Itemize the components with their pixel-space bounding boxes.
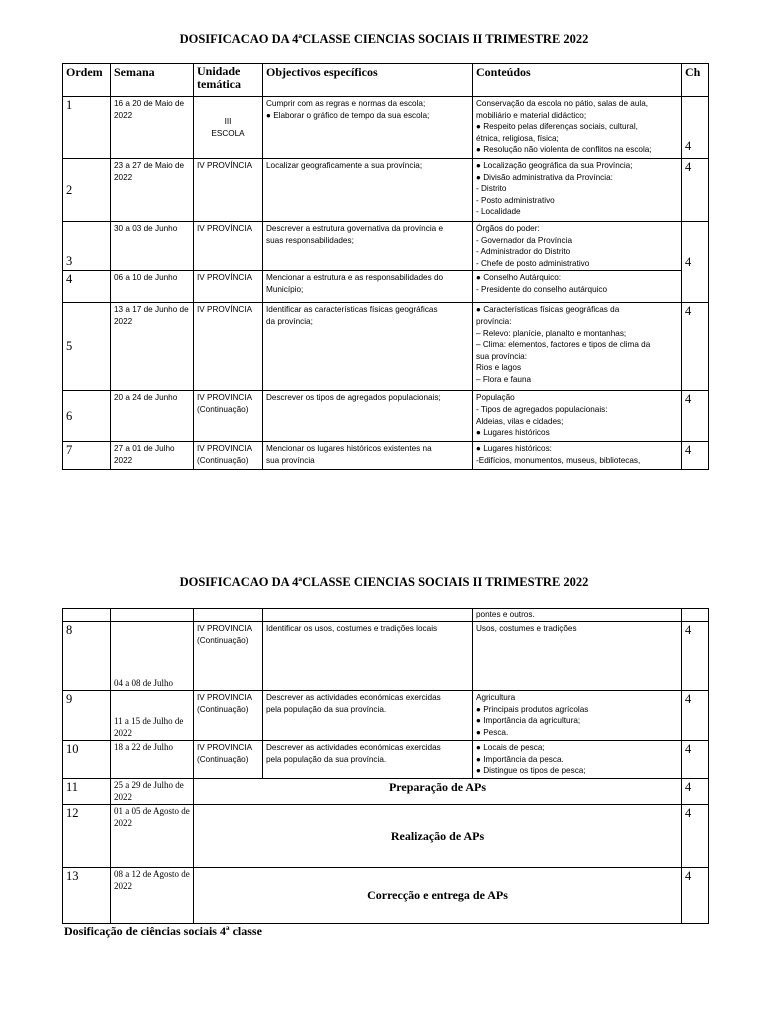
semana-cell: 13 a 17 de Junho de 2022 <box>111 303 194 391</box>
conteudo-line: - Chefe de posto administrativo <box>476 258 590 268</box>
header-ch: Ch <box>682 64 709 97</box>
objectivos-cell: Identificar os usos, costumes e tradições locais <box>263 622 473 691</box>
semana-cell: 11 a 15 de Julho de 2022 <box>111 691 194 741</box>
objectivos-cell <box>263 303 473 391</box>
empty-cell <box>111 609 194 622</box>
conteudo-line: província: <box>476 316 512 326</box>
conteudo-line: - Presidente do conselho autárquico <box>476 284 608 294</box>
header-unidade: Unidade temática <box>194 64 263 97</box>
ordem-cell: 4 <box>63 271 111 303</box>
unidade-cell <box>194 391 263 442</box>
unidade-line: ESCOLA <box>211 128 245 138</box>
conteudos-cell <box>473 159 682 222</box>
conteudo-line: - Tipos de agregados populacionais: <box>476 404 608 414</box>
semana-cell: 18 a 22 de Julho <box>111 741 194 779</box>
conteudo-line: - Governador da Província <box>476 235 573 245</box>
table-row <box>63 609 709 622</box>
semana-cell: 04 a 08 de Julho <box>111 622 194 691</box>
schedule-table-2 <box>62 608 709 924</box>
conteudos-cell <box>473 303 682 391</box>
conteudos-cell: pontes e outros. <box>473 609 682 622</box>
objectivo-line: pela população da sua província. <box>266 754 387 764</box>
unidade-line: III <box>224 116 232 126</box>
conteudo-line: – Flora e fauna <box>476 374 532 384</box>
table-row <box>63 159 709 222</box>
table-header-row <box>63 64 709 97</box>
ordem-cell: 6 <box>63 391 111 442</box>
unidade-line: IV PROVINCIA <box>197 693 253 702</box>
table-row <box>63 442 709 470</box>
table-row <box>63 805 709 868</box>
ch-cell: 4 <box>682 391 709 442</box>
unidade-cell: IV PROVÍNCIA <box>194 271 263 303</box>
table-row <box>63 97 709 159</box>
objectivo-line: ● Elaborar o gráfico de tempo da sua escola; <box>266 110 430 120</box>
ch-cell: 4 <box>682 97 709 159</box>
ordem-cell: 5 <box>63 303 111 391</box>
ch-cell: 4 <box>682 222 709 303</box>
conteudo-line: ● Lugares históricos: <box>476 444 552 454</box>
header-ordem: Ordem <box>63 64 111 97</box>
ch-cell: 4 <box>682 868 709 924</box>
table-row <box>63 779 709 805</box>
conteudo-line: – Clima: elementos, factores e tipos de clima da <box>476 340 651 350</box>
page-title-2: DOSIFICACAO DA 4ªCLASSE CIENCIAS SOCIAIS II TRIMESTRE 2022 <box>179 575 589 589</box>
unidade-cell: IV PROVÍNCIA <box>194 303 263 391</box>
ch-cell: 4 <box>682 691 709 741</box>
conteudo-line: Agricultura <box>476 693 516 702</box>
objectivo-line: Descrever a estrutura governativa da província e <box>266 224 444 233</box>
conteudo-line: ● Conselho Autárquico: <box>476 273 562 283</box>
objectivos-cell <box>263 271 473 303</box>
objectivo-line: da província; <box>266 316 313 326</box>
semana-cell: 06 a 10 de Junho <box>111 271 194 303</box>
conteudo-line: ● Respeito pelas diferenças sociais, cultural, <box>476 122 638 132</box>
semana-cell: 08 a 12 de Agosto de 2022 <box>111 868 194 924</box>
empty-cell <box>194 609 263 622</box>
conteudo-line: ● Distingue os tipos de pesca; <box>476 766 586 776</box>
ordem-cell: 11 <box>63 779 111 805</box>
semana-cell: 30 a 03 de Junho <box>111 222 194 271</box>
objectivo-line: suas responsabilidades; <box>266 235 354 245</box>
unidade-line: IV PROVINCIA <box>197 624 253 633</box>
unidade-line: (Continuação) <box>197 404 249 414</box>
unidade-line: (Continuação) <box>197 455 249 465</box>
conteudo-line: étnica, religiosa, física; <box>476 133 559 143</box>
objectivo-line: Descrever as actividades económicas exercidas <box>266 693 441 702</box>
conteudos-cell <box>473 391 682 442</box>
ordem-cell: 10 <box>63 741 111 779</box>
table-row <box>63 222 709 271</box>
conteudos-cell <box>473 97 682 159</box>
conteudo-line: - Administrador do Distrito <box>476 247 571 257</box>
ordem-cell: 7 <box>63 442 111 470</box>
objectivo-line: Município; <box>266 284 304 294</box>
conteudo-line: ● Divisão administrativa da Província: <box>476 172 613 182</box>
unidade-cell: IV PROVÍNCIA <box>194 222 263 271</box>
ch-cell: 4 <box>682 442 709 470</box>
objectivo-line: Identificar as características físicas geográficas <box>266 305 438 315</box>
semana-cell: 25 a 29 de Julho de 2022 <box>111 779 194 805</box>
unidade-line: (Continuação) <box>197 754 249 764</box>
ch-cell: 4 <box>682 805 709 868</box>
ordem-cell: 2 <box>63 159 111 222</box>
conteudo-line: – Relevo: planície, planalto e montanhas; <box>476 328 627 338</box>
table-row <box>63 741 709 779</box>
objectivos-cell <box>263 222 473 271</box>
unidade-cell <box>194 622 263 691</box>
objectivos-cell <box>263 691 473 741</box>
header-semana: Semana <box>111 64 194 97</box>
schedule-table-1 <box>62 63 709 470</box>
unidade-cell <box>194 741 263 779</box>
conteudo-line: ● Importância da pesca. <box>476 754 564 764</box>
conteudo-line: Rios e lagos <box>476 363 522 373</box>
table-row <box>63 391 709 442</box>
page-title-1: DOSIFICACAO DA 4ªCLASSE CIENCIAS SOCIAIS II TRIMESTRE 2022 <box>179 32 589 46</box>
unidade-cell <box>194 691 263 741</box>
semana-cell: 01 a 05 de Agosto de 2022 <box>111 805 194 868</box>
conteudo-line: ● Localização geográfica da sua Província; <box>476 161 633 170</box>
conteudos-cell <box>473 271 682 303</box>
ch-cell: 4 <box>682 622 709 691</box>
merged-activity-cell: Correcção e entrega de APs <box>194 868 682 924</box>
unidade-line: IV PROVINCIA <box>197 743 253 752</box>
ordem-cell: 12 <box>63 805 111 868</box>
ordem-cell: 1 <box>63 97 111 159</box>
objectivos-cell: Descrever os tipos de agregados populacionais; <box>263 391 473 442</box>
ordem-cell: 3 <box>63 222 111 271</box>
ordem-cell: 8 <box>63 622 111 691</box>
conteudo-line: Aldeias, vilas e cidades; <box>476 416 564 426</box>
semana-cell: 16 a 20 de Maio de 2022 <box>111 97 194 159</box>
conteudos-cell <box>473 222 682 271</box>
conteudos-cell <box>473 442 682 470</box>
ch-cell: 4 <box>682 741 709 779</box>
objectivo-line: Mencionar os lugares históricos existentes na <box>266 444 432 454</box>
conteudos-cell <box>473 741 682 779</box>
conteudo-line: ● Características físicas geográficas da <box>476 305 620 315</box>
table-row <box>63 303 709 391</box>
conteudo-line: ● Locais de pesca; <box>476 743 545 752</box>
conteudo-line: ● Importância da agricultura; <box>476 716 581 726</box>
objectivos-cell <box>263 97 473 159</box>
conteudo-line: Órgãos do poder: <box>476 224 540 233</box>
ch-cell: 4 <box>682 303 709 391</box>
conteudo-line: ● Lugares históricos <box>476 428 550 438</box>
conteudo-line: ● Resolução não violenta de conflitos na escola; <box>476 145 652 155</box>
merged-activity-cell: Realização de APs <box>194 805 682 868</box>
conteudos-cell: Usos, costumes e tradições <box>473 622 682 691</box>
table-row <box>63 622 709 691</box>
table-row <box>63 271 709 303</box>
unidade-line: (Continuação) <box>197 704 249 714</box>
conteudo-line: -Edifícios, monumentos, museus, bibliotecas, <box>476 455 641 465</box>
unidade-line: IV PROVINCIA <box>197 444 253 454</box>
empty-cell <box>63 609 111 622</box>
objectivo-line: Cumprir com as regras e normas da escola; <box>266 99 426 108</box>
merged-activity-cell: Preparação de APs <box>194 779 682 805</box>
conteudo-line: - Localidade <box>476 207 521 217</box>
empty-cell <box>682 609 709 622</box>
footer-caption: Dosificação de ciências sociais 4ª classe <box>64 924 262 938</box>
header-conteudos: Conteúdos <box>473 64 682 97</box>
objectivo-line: pela população da sua província. <box>266 704 387 714</box>
objectivos-cell <box>263 442 473 470</box>
unidade-line: (Continuação) <box>197 635 249 645</box>
conteudo-line: mobiliário e material didáctico; <box>476 110 587 120</box>
objectivos-cell: Localizar geograficamente a sua província; <box>263 159 473 222</box>
conteudo-line: Conservação da escola no pátio, salas de aula, <box>476 99 649 108</box>
ch-cell: 4 <box>682 159 709 222</box>
header-objectivos: Objectivos específicos <box>263 64 473 97</box>
semana-cell: 23 a 27 de Maio de 2022 <box>111 159 194 222</box>
conteudo-line: População <box>476 393 515 403</box>
semana-cell: 27 a 01 de Julho 2022 <box>111 442 194 470</box>
conteudo-line: sua província: <box>476 351 527 361</box>
empty-cell <box>263 609 473 622</box>
objectivo-line: sua província <box>266 455 315 465</box>
objectivo-line: Descrever as actividades económicas exercidas <box>266 743 441 752</box>
ordem-cell: 9 <box>63 691 111 741</box>
conteudo-line: ● Principais produtos agrícolas <box>476 704 589 714</box>
ch-cell: 4 <box>682 779 709 805</box>
unidade-line: IV PROVINCIA <box>197 393 253 403</box>
conteudo-line: - Posto administrativo <box>476 195 555 205</box>
table-row <box>63 868 709 924</box>
unidade-cell: IV PROVÍNCIA <box>194 159 263 222</box>
unidade-cell <box>194 442 263 470</box>
objectivo-line: Mencionar a estrutura e as responsabilidades do <box>266 273 444 283</box>
unidade-cell <box>194 97 263 159</box>
objectivos-cell <box>263 741 473 779</box>
table-row <box>63 691 709 741</box>
conteudo-line: ● Pesca. <box>476 727 509 737</box>
ordem-cell: 13 <box>63 868 111 924</box>
semana-cell: 20 a 24 de Junho <box>111 391 194 442</box>
conteudo-line: - Distrito <box>476 184 507 194</box>
conteudos-cell <box>473 691 682 741</box>
